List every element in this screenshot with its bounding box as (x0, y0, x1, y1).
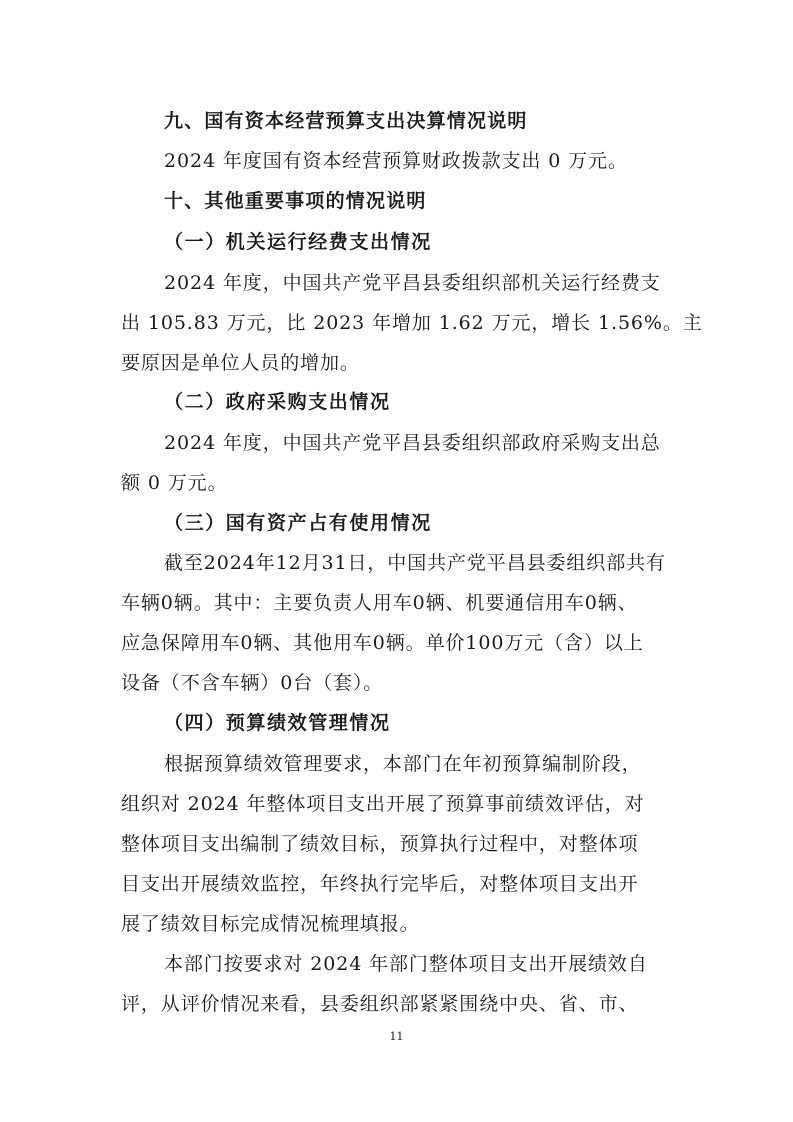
paragraph-line: 2024 年度国有资本经营预算财政拨款支出 0 万元。 (164, 150, 628, 172)
subsection-heading-1: （一）机关运行经费支出情况 (164, 231, 432, 253)
paragraph-line: 评，从评价情况来看，县委组织部紧紧围绕中央、省、市、 (121, 993, 639, 1015)
paragraph-line: 组织对 2024 年整体项目支出开展了预算事前绩效评估，对 (121, 793, 645, 815)
paragraph-line: 本部门按要求对 2024 年部门整体项目支出开展绩效自 (164, 953, 648, 975)
paragraph-line: 截至2024年12月31日，中国共产党平昌县委组织部共有 (164, 552, 666, 574)
paragraph-line: 应急保障用车0辆、其他用车0辆。单价100万元（含）以上 (121, 632, 644, 654)
section-heading-10: 十、其他重要事项的情况说明 (164, 190, 427, 212)
paragraph-line: 整体项目支出编制了绩效目标，预算执行过程中，对整体项 (121, 833, 639, 855)
paragraph-line: 目支出开展绩效监控，年终执行完毕后，对整体项目支出开 (121, 873, 639, 895)
subsection-heading-2: （二）政府采购支出情况 (164, 391, 391, 413)
paragraph-line: 2024 年度，中国共产党平昌县委组织部政府采购支出总 (164, 432, 661, 454)
paragraph-line: 额 0 万元。 (121, 472, 228, 494)
paragraph-line: 根据预算绩效管理要求，本部门在年初预算编制阶段， (164, 753, 642, 775)
paragraph-line: 要原因是单位人员的增加。 (121, 352, 360, 374)
subsection-heading-4: （四）预算绩效管理情况 (164, 712, 391, 734)
paragraph-line: 出 105.83 万元，比 2023 年增加 1.62 万元，增长 1.56%。主 (121, 312, 703, 334)
section-heading-9: 九、国有资本经营预算支出决算情况说明 (164, 110, 528, 132)
paragraph-line: 车辆0辆。其中：主要负责人用车0辆、机要通信用车0辆、 (121, 592, 638, 614)
subsection-heading-3: （三）国有资产占有使用情况 (164, 512, 432, 534)
paragraph-line: 设备（不含车辆）0台（套）。 (121, 672, 384, 694)
page-number: 11 (389, 1030, 404, 1043)
paragraph-line: 展了绩效目标完成情况梳理填报。 (121, 913, 420, 935)
paragraph-line: 2024 年度，中国共产党平昌县委组织部机关运行经费支 (164, 272, 661, 294)
